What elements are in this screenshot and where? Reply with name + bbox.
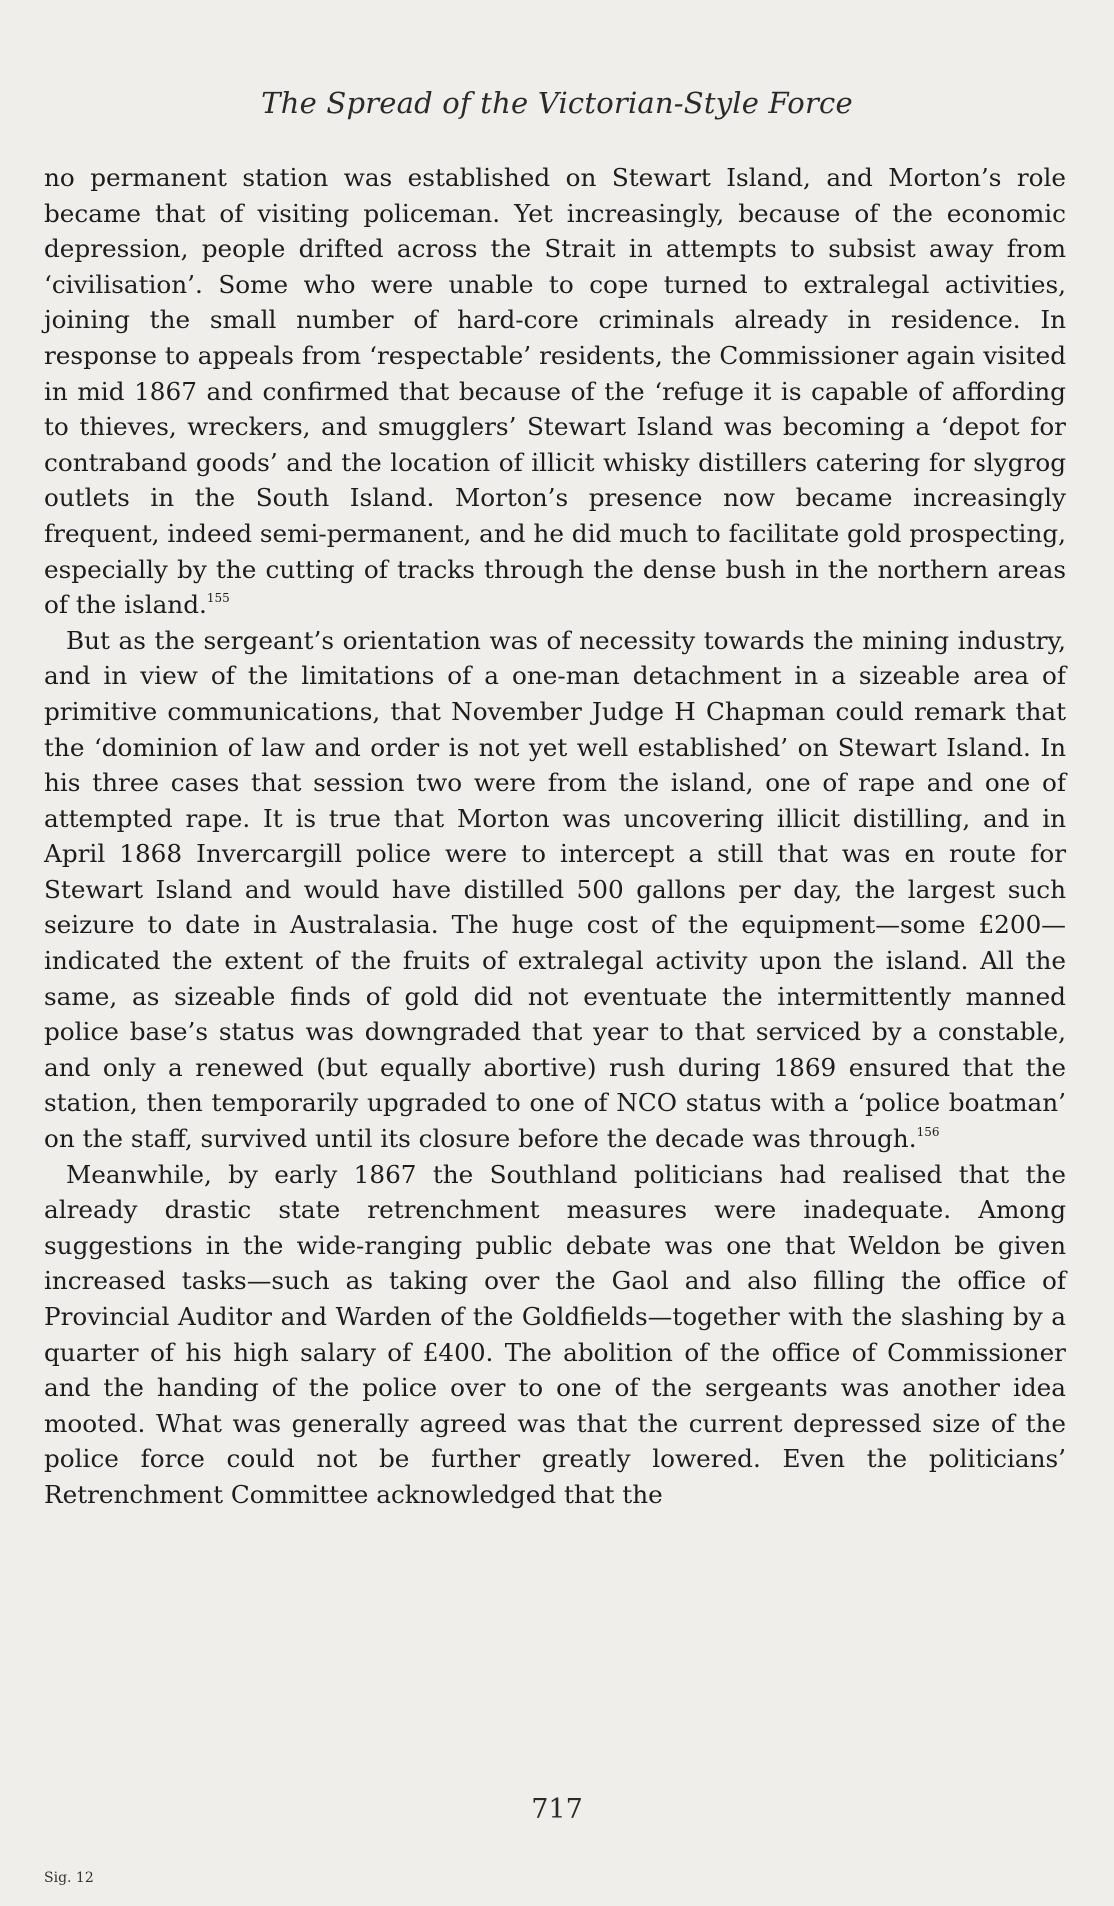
signature-mark: Sig. 12 — [44, 1870, 94, 1886]
footnote-ref-156: 156 — [916, 1124, 940, 1139]
paragraph-2 — [44, 623, 1066, 1157]
footnote-ref-155: 155 — [206, 590, 230, 605]
paragraph-text: Meanwhile, by early 1867 the Southland politicians had realised that the already drastic state retrenchment measures were inadequate. Among suggestions in the wide-ranging public debate was one that Weldon be given increased tasks—such as taking over the Gaol and also filling the office of Provincial Auditor and Warden of the Goldfields—together with the slashing by a quarter of his high salary of £400. The abolition of the office of Commissioner and the handing of the police over to one of the sergeants was another idea mooted. What was generally agreed was that the current depressed size of the police force could not be further greatly lowered. Even the politicians’ Retrenchment Committee acknowledged that the — [44, 1159, 1066, 1509]
page-number: 717 — [531, 1794, 583, 1825]
paragraph-text: But as the sergeant’s orientation was of necessity towards the mining industry, and in view of the limitations of a one-man detachment in a sizeable area of primitive communications, that November Judge H Chapman could remark that the ‘dominion of law and order is not yet well established’ on Stewart Island. In his three cases that session two were from the island, one of rape and one of attempted rape. It is true that Morton was uncovering illicit distilling, and in April 1868 Invercargill police were to intercept a still that was en route for Stewart Island and would have distilled 500 gallons per day, the largest such seizure to date in Australasia. The huge cost of the equipment—some £200—indicated the extent of the fruits of extralegal activity upon the island. All the same, as sizeable finds of gold did not eventuate the intermittently manned police base’s status was downgraded that year to that serviced by a constable, and only a renewed (but equally abortive) rush during 1869 ensured that the station, then temporarily upgraded to one of NCO status with a ‘police boatman’ on the staff, survived until its closure before the decade was through. — [44, 625, 1066, 1154]
paragraph-3 — [44, 1157, 1066, 1513]
running-head: The Spread of the Victorian-Style Force — [261, 86, 853, 120]
body-text — [44, 160, 1066, 1513]
paragraph-text: no permanent station was established on Stewart Island, and Morton’s role became that of visiting policeman. Yet increasingly, because of the economic depression, people drifted across the Strait in attempts to subsist away from ‘civilisation’. Some who were unable to cope turned to extralegal activities, joining the small number of hard-core criminals already in residence. In response to appeals from ‘respectable’ residents, the Commissioner again visited in mid 1867 and confirmed that because of the ‘refuge it is capable of affording to thieves, wreckers, and smugglers’ Stewart Island was becoming a ‘depot for contraband goods’ and the location of illicit whisky distillers catering for slygrog outlets in the South Island. Morton’s presence now became increasingly frequent, indeed semi-permanent, and he did much to facilitate gold prospecting, especially by the cutting of tracks through the dense bush in the northern areas of the island. — [44, 163, 1066, 620]
paragraph-1 — [44, 160, 1066, 623]
